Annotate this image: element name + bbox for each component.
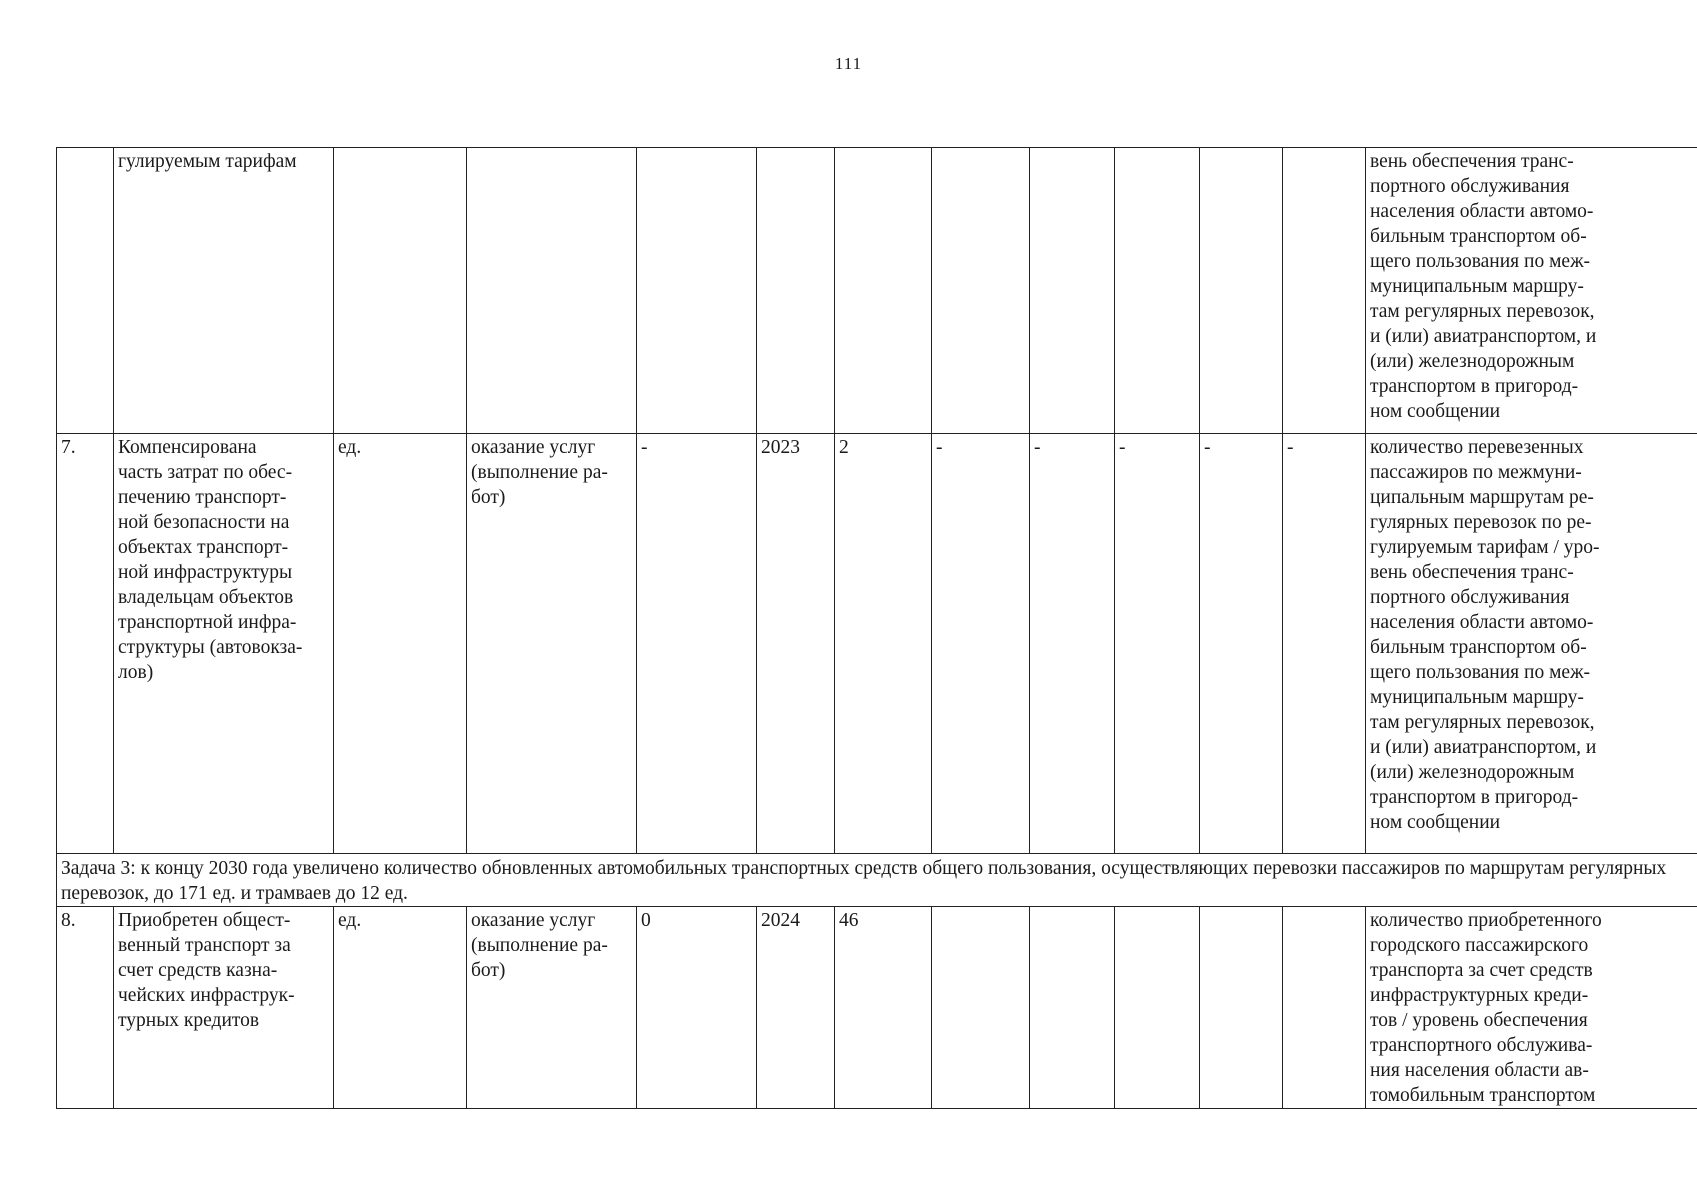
table-row <box>57 434 1697 854</box>
cell-number: 8. <box>57 907 114 1109</box>
cell-name: Приобретен общест- венный транспорт за счет средств казна- чейских инфраструк- турных кредитов <box>114 907 334 1109</box>
cell-unit <box>334 148 467 434</box>
cell-period-4 <box>1200 148 1283 434</box>
cell-period-5 <box>1283 907 1366 1109</box>
table-row <box>57 148 1697 434</box>
cell-base <box>637 148 757 434</box>
cell-period-1 <box>932 907 1030 1109</box>
cell-period-2 <box>1030 907 1115 1109</box>
cell-indicator: вень обеспечения транс- портного обслуживания населения области автомо- бильным транспортом об- щего пользования по меж- муниципальным маршру- там регулярных перевозок, и (или) авиатранспортом, и (или) железнодорожным транспортом в пригород- ном сообщении <box>1366 148 1697 434</box>
cell-type: оказание услуг (выполнение ра- бот) <box>467 434 637 854</box>
cell-type <box>467 148 637 434</box>
cell-name: Компенсирована часть затрат по обес- печению транспорт- ной безопасности на объектах транспорт- ной инфраструктуры владельцам объектов транспортной инфра- структуры (автовокза- лов) <box>114 434 334 854</box>
indicators-table <box>56 147 1697 1109</box>
cell-name: гулируемым тарифам <box>114 148 334 434</box>
task-description: Задача 3: к концу 2030 года увеличено количество обновленных автомобильных транспортных средств общего пользования, осуществляющих перевозки пассажиров по маршрутам регулярных перевозок, до 171 ед. и трамваев до 12 ед. <box>57 854 1697 907</box>
cell-period-3 <box>1115 148 1200 434</box>
cell-period-2 <box>1030 148 1115 434</box>
cell-period-5 <box>1283 148 1366 434</box>
cell-period-4: - <box>1200 434 1283 854</box>
cell-period-3 <box>1115 907 1200 1109</box>
cell-year: 2023 <box>757 434 835 854</box>
cell-base: - <box>637 434 757 854</box>
cell-value: 46 <box>835 907 932 1109</box>
page-number: 111 <box>834 54 863 73</box>
cell-number <box>57 148 114 434</box>
cell-indicator: количество приобретенного городского пассажирского транспорта за счет средств инфраструктурных креди- тов / уровень обеспечения транспортного обслужива- ния населения области ав- томобильным транспортом <box>1366 907 1697 1109</box>
cell-unit: ед. <box>334 907 467 1109</box>
cell-year: 2024 <box>757 907 835 1109</box>
cell-period-1: - <box>932 434 1030 854</box>
cell-value <box>835 148 932 434</box>
cell-type: оказание услуг (выполнение ра- бот) <box>467 907 637 1109</box>
cell-unit: ед. <box>334 434 467 854</box>
cell-base: 0 <box>637 907 757 1109</box>
cell-period-2: - <box>1030 434 1115 854</box>
cell-indicator: количество перевезенных пассажиров по межмуни- ципальным маршрутам ре- гулярных перевозок по ре- гулируемым тарифам / уро- вень обеспечения транс- портного обслуживания населения области автомо- бильным транспортом об- щего пользования по меж- муниципальным маршру- там регулярных перевозок, и (или) авиатранспортом, и (или) железнодорожным транспортом в пригород- ном сообщении <box>1366 434 1697 854</box>
cell-period-4 <box>1200 907 1283 1109</box>
cell-year <box>757 148 835 434</box>
cell-period-5: - <box>1283 434 1366 854</box>
task-row <box>57 854 1697 907</box>
cell-period-3: - <box>1115 434 1200 854</box>
cell-period-1 <box>932 148 1030 434</box>
cell-value: 2 <box>835 434 932 854</box>
table-row <box>57 907 1697 1109</box>
cell-number: 7. <box>57 434 114 854</box>
